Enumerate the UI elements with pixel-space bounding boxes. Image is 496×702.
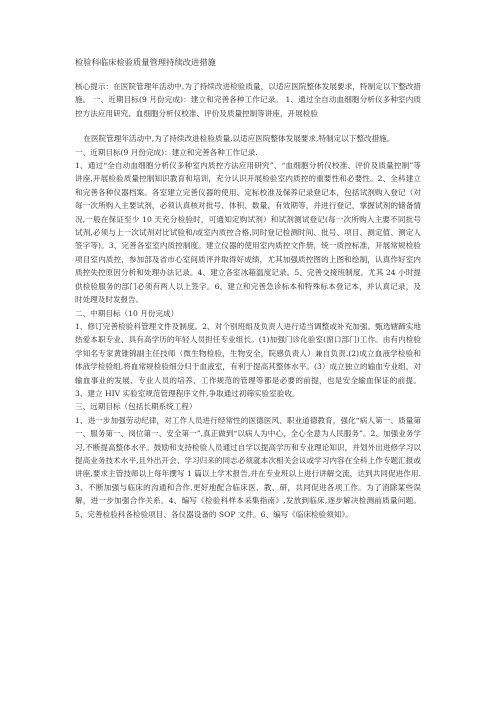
section-body-near-term: 1、通过“全自动血细胞分析仪多种室内质控方法应用研究”、“血细胞分析仪校准、评价及质量控制”等讲座,开展检验质量控制知识教育和培训，充分认识开展检验室内质控的重要性和必要性。2、全科建立和完善各种仪器档案。各室建立完善仪器的使用、定标校准及保养记录登记本，包括试剂购入登记（对每一次所购入主要试剂，必须认真核对批号、体积、数量、有效期等，并进行登记，掌握试剂的储备情况,一般在保证至少 10 天充分检验时，可通知定购试剂）和试剂测试登记(每一次所购入主要不同批号试剂,必须与上一次试剂对比试验和/或室内质控合格,同时登记检测时间、批号、项目、测定值、测定人签字等)。3、完善各室室内质控制度。建立仪器的使用室内质控文件册，统一质控标准，开展常规检验项目室内质控，参加部及省市心室间质评并取得好成绩，尤其加强质控图的上图和绘制，认真作好室内质控失控原因分析和处理办法记录。4、建立各室冰箱温度记录。5、完善交接班制度。尤其 24 小时提供检验服务的部门必须有两人以上签字。6、建立和完善急诊标本和特殊标本登记本，并认真记录，及时处理及时发报告。 — [75, 161, 421, 305]
section-body-mid-term: 1、修订完善检验科管理文件及制度。2、对个别班组及负责人进行适当调整或补充加强。甄选辖蹄实地热爱本职专业、具有高学历的年轻人员担任专业组长。(1)加强门诊化验室(窗口部门)工作。由有内检验学知名专家黄锥锦副主任技师（微生物检验，生物安全，院感负责人）兼自负责.(2)成立血液学检验和体液学检验组,将血常规检验细分归于血液室，有利于提高其整体水平。(3）成立独立的输血专业组，对输血事业的发展、专业人员的培养、工作规范的管理等都是必要的前提，也是安全输血保证的前提。3、建立 HIV 实验室规范管理程序文件,争取通过初筛实验室验收。 — [75, 321, 421, 398]
section-body-long-term: 1、进一步加强劳动纪律，对工作人员进行经常性的医德医风、职业道德教育，强化“病人第一、质量第一、服务第一、岗位第一、安全第一”,真正做到“以病人为中心，全心全意为人民服务”。2、加强业务学习,不断提高整体水平。鼓励和支持检验人员通过自学以提高学历和专业理论知识，并划外出进修学习以提高业务技术水平,且外出开会、学习归来的同志必须就本次相关会议或学习内容在全科上作专题汇报或讲座,要求主管技师以上每年撰写 1 篇以上学术报告,并在专业班以上进行讲解交流，达到共同促进作用.3、不断加强与临床的沟通和合作,更好地配合临床医、教、研，共同促进各项工作。为了消除某些误解，进一步加强合作关系。4、编写《检验科样本采集指南》,发放到临床,逐步解决检测前质量问题。5、完善检验科各检验项目、各仪器设备的 SOP 文件。6、编写《临床检验须知》。 — [75, 415, 421, 519]
section-heading-long-term: 三、远期目标（包括长期系统工程） — [75, 402, 197, 412]
document-title: 检验科临床检验质量管理持续改进措施 — [75, 57, 216, 67]
intro-paragraph: 在医院管理年活动中,为了持续改进检验质量,以适应医院整体发展要求,特制定以下整改措施。 — [83, 134, 395, 144]
section-heading-near-term: 一、近期目标(9 月份完成)：建立和完善各种工作记录. — [75, 147, 258, 157]
section-heading-mid-term: 二、中期目标（10 月份完成） — [75, 308, 179, 318]
core-summary: 核心提示：在医院管理年活动中,为了持续改进检验质量，以适应医院整体发展要求，特制定以下整改措施。 一、近期目标(9 月份完成)：建立和完善各种工作记录。 1、通过全自动血细胞分析仪多种室内质控方法应用研究、血细胞分析仪校准、评价及质量控制等讲座，开展检验 — [75, 82, 421, 118]
document-page — [75, 56, 421, 521]
